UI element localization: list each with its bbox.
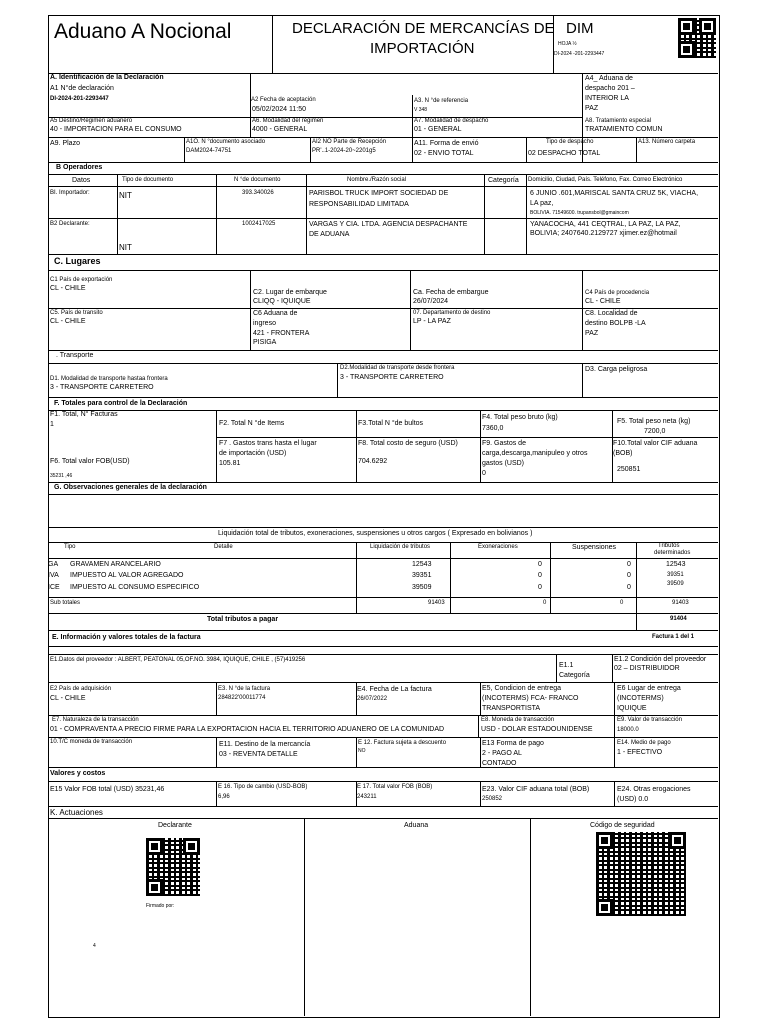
- e24-line1: E24. Otras erogaciones: [617, 786, 691, 793]
- e5-line3: TRANSPORTISTA: [482, 705, 541, 712]
- c2-label: C2. Lugar de embarque: [253, 289, 327, 296]
- divider: [216, 174, 217, 254]
- b1-doc-type: NIT: [119, 191, 132, 200]
- b2-address-line1: YANACOCHA, 441 CEQTRAL, LA PAZ, LA PAZ,: [530, 221, 681, 228]
- e9-label: E9. Valor de transacción: [617, 717, 682, 723]
- c3-value: 26/07/2024: [413, 298, 449, 305]
- e14-value: 1 - EFECTIVO: [617, 749, 663, 756]
- divider: [612, 654, 613, 682]
- section-f-title: F. Totales para control de la Declaración: [54, 400, 188, 407]
- c6-label-line2: ingreso: [253, 320, 276, 327]
- a10-label: A1O. N °documento asociado: [186, 139, 266, 145]
- subtotal-exoneration: 0: [543, 600, 547, 606]
- e12b-value: NO: [358, 748, 366, 754]
- divider: [412, 95, 413, 137]
- divider: [478, 715, 479, 737]
- divider: [614, 781, 615, 806]
- f8-value: 704.6292: [358, 458, 388, 465]
- b2-address-line2: BOLIVIA; 2407640.2129727 xjimer.ez@hotmail: [530, 230, 677, 237]
- e6-line3: IQUIQUE: [617, 705, 647, 712]
- divider: [250, 73, 251, 137]
- a11-label: A11. Forma de envió: [414, 140, 479, 147]
- divider: [117, 174, 118, 254]
- b1-label: BI. Importador:: [50, 190, 90, 196]
- a8-value: TRATAMIENTO COMUN: [585, 126, 663, 133]
- b1-address-line2: LA paz,: [530, 200, 554, 207]
- tax-row-exoneration: 0: [538, 561, 542, 568]
- divider: [48, 737, 718, 738]
- f9-label-line1: F9. Gastos de: [482, 440, 526, 447]
- b2-label: B2 Declarante:: [50, 221, 90, 227]
- col-address: Domicilio, Ciudad, País. Teléfono, Fax. Correo Electrónico: [528, 177, 683, 183]
- tax-row-type: ICE: [48, 584, 60, 591]
- a4-line4: PAZ: [585, 105, 599, 112]
- f2-label: F2. Total N °de Items: [219, 420, 285, 427]
- divider: [556, 654, 557, 682]
- divider: [48, 767, 718, 768]
- tax-row-liquidation: 12543: [412, 561, 432, 568]
- a7-value: 01 - GENERAL: [414, 126, 462, 133]
- c6-value-line2: PISIGA: [253, 339, 277, 346]
- total-taxes-value: 91404: [670, 616, 687, 622]
- col-doc-number: N °de documento: [234, 177, 281, 183]
- a4-line1: A4_ Aduana de: [585, 75, 633, 82]
- declarant-qr-code: [146, 838, 200, 896]
- divider: [614, 737, 615, 767]
- divider: [526, 174, 527, 254]
- subtotal-liquidation: 91403: [428, 600, 445, 606]
- divider: [636, 137, 637, 162]
- tax-row-type: GA: [48, 561, 59, 568]
- divider: [614, 682, 615, 715]
- document-title-line2: IMPORTACIÓN: [370, 40, 475, 57]
- e23-label: E23. Valor CIF aduana total (BOB): [482, 786, 590, 793]
- c1-label: C1 País de exportación: [50, 277, 113, 283]
- tax-row-suspension: 0: [627, 584, 631, 591]
- tax-row-determined: 12543: [666, 561, 686, 568]
- col-doc-type: Tipo de documento: [122, 177, 174, 183]
- f1-label: F1. Total, N° Facturas: [50, 411, 118, 418]
- a4-line3: INTERIOR LA: [585, 95, 629, 102]
- col-determinados-line1: Tributos: [658, 543, 680, 549]
- e1-supplier-data: E1.Datos del proveedor : ALBERT, PEATONAL 05,OF.NO. 3984, IQUIQUE, CHILE , (57)419256: [50, 657, 306, 663]
- divider: [216, 781, 217, 806]
- e8-value: USD - DOLAR ESTADOUNIDENSE: [481, 726, 593, 733]
- divider: [310, 137, 311, 162]
- section-a-title: A. Identificación de la Declaración: [50, 74, 164, 81]
- divider: [48, 806, 718, 807]
- e4-label: E4. Fecha de La factura: [357, 686, 432, 693]
- b2-name-line2: DE ADUANA: [309, 231, 350, 238]
- e2-label: E2 País de adquisición: [50, 686, 112, 692]
- e3-value: 284822'00011774: [218, 695, 266, 701]
- divider: [48, 363, 718, 364]
- security-qr-code: [596, 832, 686, 916]
- a8-label: A8. Tratamiento especial: [585, 118, 652, 124]
- e2-value: CL - CHILE: [50, 695, 86, 702]
- col-detalle: Detalle: [214, 544, 233, 550]
- valores-title: Valores y costos: [50, 770, 106, 777]
- divider: [48, 162, 718, 163]
- divider: [48, 682, 718, 683]
- divider: [48, 527, 718, 528]
- tax-row-exoneration: 0: [538, 584, 542, 591]
- a10-value: DAM2024-74751: [186, 148, 232, 154]
- divider: [412, 137, 413, 162]
- divider: [272, 15, 273, 73]
- e15-fob-total: E15 Valor FOB total (USD) 35231,46: [50, 786, 165, 793]
- tax-row-suspension: 0: [627, 561, 631, 568]
- col-datos: Datos: [72, 177, 91, 184]
- a1-label: A1 N°de declaración: [50, 85, 114, 92]
- a5-label: A5 Destino/Régimen aduanero: [50, 118, 133, 124]
- d2-value: 3 - TRANSPORTE CARRETERO: [340, 374, 444, 381]
- e7-value: 01 - COMPRAVENTA A PRECIO FIRME PARA LA EXPORTACION HACIA EL TERRITORIO ADUANERO OE LA COMUNIDAD: [50, 726, 445, 733]
- section-g-title: G. Observaciones generales de la declaración: [54, 484, 207, 491]
- tax-row-detail: IMPUESTO AL VALOR AGREGADO: [70, 572, 184, 579]
- a6-value: 4000 - GENERAL: [252, 126, 308, 133]
- tax-row-exoneration: 0: [538, 572, 542, 579]
- divider: [48, 482, 718, 483]
- e11b-value: 03 - REVENTA DETALLE: [219, 751, 298, 758]
- divider: [356, 410, 357, 482]
- c4-value: CL - CHILE: [585, 298, 621, 305]
- c7-label: 07. Departamento de destino: [413, 310, 491, 316]
- e7-label: E7. Naturaleza de la transacción: [52, 717, 139, 723]
- tax-row-detail: IMPUESTO AL CONSUMO ESPECIFICO: [70, 584, 200, 591]
- e12-label: E1.2 Condición del proveedor: [614, 656, 707, 663]
- section-b-title: B Operadores: [56, 164, 103, 171]
- dim-code: DIM: [566, 20, 594, 37]
- divider: [337, 363, 338, 397]
- f4-label: F4. Total peso bruto (kg): [482, 414, 558, 421]
- e13-value-line1: 2 - PAGO AL: [482, 750, 522, 757]
- divider: [48, 397, 718, 398]
- c3-label: Ca. Fecha de embargue: [413, 289, 489, 296]
- tax-row-type: IVA: [48, 572, 59, 579]
- e5-line1: E5, Condicion de entrega: [482, 685, 561, 692]
- e17-label: E 17. Total valor FOB (BOB): [357, 784, 433, 790]
- a2-value: 05/02/2024 11:50: [252, 106, 306, 113]
- f9-label-line3: gastos (USD): [482, 460, 525, 467]
- e24-line2: (USD) 0.0: [617, 796, 649, 803]
- divider: [48, 254, 718, 255]
- divider: [48, 558, 718, 559]
- c8-label-line2: destino BOLPB -LA: [585, 320, 646, 327]
- f7-label-line2: de importación (USD): [219, 450, 287, 457]
- a2-label: A2 Fecha de aceptación: [251, 97, 316, 103]
- divider: [48, 630, 718, 631]
- f6-label: F6. Total valor FOB(USD): [50, 458, 130, 465]
- divider: [526, 137, 527, 162]
- tax-row-suspension: 0: [627, 572, 631, 579]
- divider: [216, 737, 217, 767]
- f10-label-line2: (BOB): [613, 450, 633, 457]
- e11-label-line1: E1.1: [559, 662, 574, 669]
- divider: [48, 218, 718, 219]
- divider: [304, 818, 305, 1016]
- c2-value: CLIQQ - IQUIQUE: [253, 298, 311, 305]
- e16-label: E 16. Tipo de cambio (USD-BOB): [218, 784, 308, 790]
- b1-address-line1: 6 JUNIO .601,MARISCAL SANTA CRUZ 5K, VIACHA,: [530, 190, 699, 197]
- e13-value-line2: CONTADO: [482, 760, 517, 767]
- tax-row-determined: 39351: [667, 572, 684, 578]
- divider: [550, 542, 551, 614]
- tax-row-detail: GRAVAMEN ARANCELARIO: [70, 561, 161, 568]
- a12-value: PR'..1-2024-20~2201g5: [312, 148, 376, 154]
- c5-label: C5. País de transito: [50, 310, 103, 316]
- e11-label-line2: Categoría: [559, 672, 590, 679]
- e13-label: E13 Forma de pago: [482, 740, 544, 747]
- f5-value: 7200,0: [644, 428, 666, 435]
- e9-value: 18000.0: [617, 727, 639, 733]
- e3-label: E3. N °de la factura: [218, 686, 271, 692]
- a13-label: A13. Número carpeta: [638, 139, 696, 145]
- divider: [216, 682, 217, 715]
- section-e-title: E. Información y valores totales de la factura: [52, 634, 201, 641]
- b1-doc-number: 393.340026: [242, 190, 274, 196]
- divider: [216, 410, 217, 482]
- divider: [184, 137, 185, 162]
- dispatch-type-value: 02 DESPACHO TOTAL: [528, 150, 601, 157]
- section-d-title: . Transporte: [56, 352, 94, 359]
- invoice-count: Factura 1 del 1: [652, 634, 695, 640]
- f10-value: 250851: [617, 466, 641, 473]
- f7-value: 105.81: [219, 460, 241, 467]
- e16-value: 6,96: [218, 794, 230, 800]
- a3-label: A3. N °de referencia: [414, 98, 469, 104]
- signed-by-label: Firmado por:: [146, 903, 175, 909]
- divider: [480, 410, 481, 482]
- subtotal-suspension: 0: [620, 600, 624, 606]
- divider: [48, 174, 718, 175]
- divider: [48, 654, 718, 655]
- e14-label: E14. Medio de pago: [617, 740, 671, 746]
- col-determinados-line2: determinados: [654, 550, 691, 556]
- b2-doc-number: 1002417025: [242, 221, 276, 227]
- divider: [450, 542, 451, 614]
- tax-row-liquidation: 39509: [412, 584, 432, 591]
- f9-label-line2: carga,descarga,manipuleo y otros: [482, 450, 588, 457]
- col-exoneraciones: Exoneraciones: [478, 544, 518, 550]
- f1-value: 1: [50, 421, 54, 428]
- tax-row-determined: 39509: [667, 581, 684, 587]
- divider: [48, 410, 718, 411]
- c1-value: CL - CHILE: [50, 285, 86, 292]
- header-qr-code: [678, 18, 716, 58]
- c5-value: CL - CHILE: [50, 318, 86, 325]
- col-suspensiones: Suspensiones: [572, 544, 616, 551]
- divider: [48, 494, 718, 495]
- divider: [356, 737, 357, 767]
- a9-label: A9. Plazo: [50, 140, 80, 147]
- divider: [48, 137, 718, 138]
- divider: [216, 437, 718, 438]
- f10-label-line1: F10.Total valor CIF aduana: [613, 440, 698, 447]
- e8-label: E8. Moneda de transacción: [481, 717, 555, 723]
- e6-line2: (INCOTERMS): [617, 695, 664, 702]
- c8-label-line1: C8. Localidad de: [585, 310, 638, 317]
- f8-label: F8. Total costo de seguro (USD): [358, 440, 458, 447]
- d1-value: 3 - TRANSPORTE CARRETERO: [50, 384, 154, 391]
- e5-line2: (INCOTERMS) FCA- FRANCO: [482, 695, 579, 702]
- subtotal-label: Sub totales: [50, 600, 81, 606]
- divider: [48, 350, 718, 351]
- f4-value: 7360,0: [482, 425, 504, 432]
- divider: [48, 646, 718, 647]
- e6-line1: E6 Lugar de entrega: [617, 685, 681, 692]
- divider: [410, 270, 411, 350]
- divider: [306, 174, 307, 254]
- a1-value: DI-2024-201-2293447: [50, 96, 109, 102]
- a6-label: A6. Modalidad del régimen: [252, 118, 324, 124]
- f9-value: 0: [482, 470, 486, 477]
- divider: [48, 542, 718, 543]
- e23-value: 250852: [482, 796, 503, 802]
- c8-label-line3: PAZ: [585, 330, 599, 337]
- tributos-title: Liquidación total de tributos, exoneraciones, suspensiones u otros cargos ( Expresado en bolivianos ): [218, 530, 533, 537]
- subtotal-determined: 91403: [672, 600, 689, 606]
- divider: [614, 715, 615, 737]
- col-category: Categoría: [488, 177, 519, 184]
- e4-value: 26/07/2022: [357, 696, 388, 702]
- f6-value: 35231 ,46: [50, 473, 73, 479]
- divider: [582, 363, 583, 397]
- divider: [356, 542, 357, 614]
- dispatch-type-label: Tipo de despacho: [546, 139, 594, 145]
- a11-value: 02 - ENVIO TOTAL: [414, 150, 474, 157]
- footer-mark: 4: [93, 943, 96, 949]
- f5-label: F5. Total peso neta (kg): [617, 418, 691, 425]
- a4-line2: despacho 201 –: [585, 85, 635, 92]
- header-doc-number: DI-2024 -201-2293447: [554, 51, 605, 57]
- d1-label: D1. Modalidad de transporte hastaa frontera: [50, 376, 168, 382]
- b1-address-line3: BOLIVIA. 71549600. trupansbol@gmaincom: [530, 210, 629, 216]
- f7-label-line1: F7 . Gastos trans hasta el lugar: [219, 440, 317, 447]
- c6-value-line1: 421 - FRONTERA: [253, 330, 310, 337]
- b1-name-line2: RESPONSABILIDAD LIMITADA: [309, 201, 409, 208]
- divider: [480, 737, 481, 767]
- divider: [530, 818, 531, 1016]
- e12-value: 02 – DISTRIBUIDOR: [614, 665, 680, 672]
- divider: [48, 613, 718, 614]
- b2-doc-type: NIT: [119, 243, 132, 252]
- a5-value: 40 - IMPORTACION PARA EL CONSUMO: [50, 126, 182, 133]
- divider: [48, 781, 718, 782]
- customs-office-title: Aduano A Nocional: [54, 20, 232, 43]
- c6-label-line1: C6 Aduana de: [253, 310, 298, 317]
- section-c-title: C. Lugares: [54, 256, 101, 266]
- e12b-label: E 12. Factura sujeta a descuento: [358, 740, 447, 746]
- divider: [48, 308, 718, 309]
- document-title-line1: DECLARACIÓN DE MERCANCÍAS DE: [292, 20, 555, 37]
- divider: [48, 270, 718, 271]
- divider: [48, 186, 718, 187]
- c4-label: C4 País de procedencia: [585, 290, 650, 296]
- divider: [582, 270, 583, 350]
- a3-value: V 348: [414, 107, 428, 113]
- e10-label: 10.T/C moneda de transacción: [50, 739, 133, 745]
- divider: [636, 542, 637, 630]
- e17-value: 243211: [357, 794, 377, 800]
- e11b-label: E11. Destino de la mercancía: [219, 741, 311, 748]
- divider: [250, 270, 251, 350]
- col-aduana: Aduana: [404, 822, 429, 829]
- c7-value: LP - LA PAZ: [413, 318, 451, 325]
- a7-label: A7. Modalidad de despacho: [414, 118, 489, 124]
- divider: [48, 818, 718, 819]
- a12-label: AI2 NO Parte de Recepción: [312, 139, 387, 145]
- divider: [48, 597, 718, 598]
- divider: [484, 174, 485, 254]
- divider: [480, 682, 481, 715]
- tax-row-liquidation: 39351: [412, 572, 432, 579]
- col-name: Nombre./Razón social: [347, 177, 407, 183]
- sheet-number: HOJA ½: [558, 41, 577, 47]
- col-security-code: Código de seguridad: [590, 822, 655, 829]
- f3-label: F3.Total N °de bultos: [358, 420, 424, 427]
- col-liquidacion: Liquidación de tributos: [370, 544, 431, 550]
- d3-label: D3. Carga peligrosa: [585, 366, 648, 373]
- d2-label: D2.Modalidad de transporte desde frontera: [340, 365, 455, 371]
- total-taxes-label: Total tributos a pagar: [207, 616, 279, 623]
- b2-name-line1: VARGAS Y CIA. LTDA. AGENCIA DESPACHANTE: [309, 221, 468, 228]
- divider: [480, 781, 481, 806]
- col-tipo: Tipo: [64, 544, 76, 550]
- divider: [48, 715, 718, 716]
- col-declarante: Declarante: [158, 822, 192, 829]
- section-k-title: K. Actuaciones: [50, 808, 103, 817]
- b1-name-line1: PARISBOL TRUCK IMPORT SOCIEDAD DE: [309, 190, 449, 197]
